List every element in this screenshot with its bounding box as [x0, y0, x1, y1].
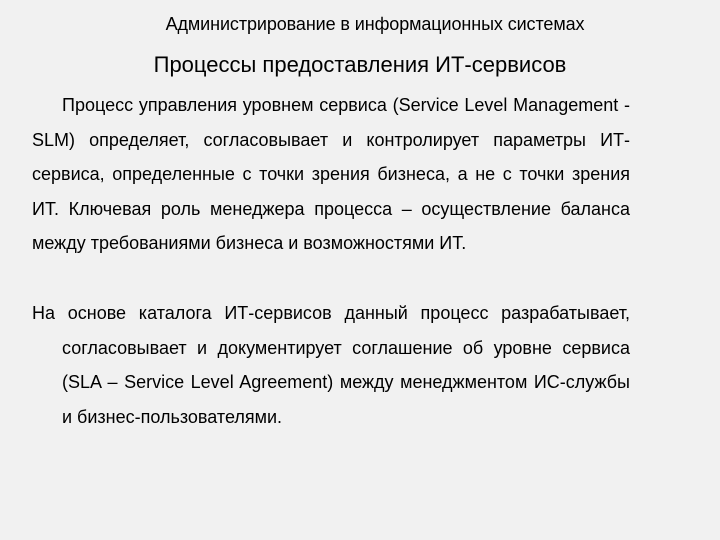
- slide-header: [0, 12, 720, 36]
- slide-body: [32, 88, 630, 434]
- paragraph-slm-definition: Процесс управления уровнем сервиса (Service Level Management - SLM) определяет, согласовывает и контролирует параметры ИТ-сервиса, определенные с точки зрения бизнеса, а не с точки зрения ИТ. Ключевая роль менеджера процесса – осуществление баланса между требованиями бизнеса и возможностями ИТ.: [32, 95, 630, 254]
- course-title: Администрирование в информационных системах: [165, 14, 585, 34]
- slide-title: Процессы предоставления ИТ-сервисов: [153, 52, 567, 77]
- paragraph-sla-agreement: На основе каталога ИТ-сервисов данный процесс разрабатывает, согласовывает и документирует соглашение об уровне сервиса (SLA – Service Level Agreement) между менеджментом ИС-службы и бизнес-пользователями.: [32, 302, 630, 427]
